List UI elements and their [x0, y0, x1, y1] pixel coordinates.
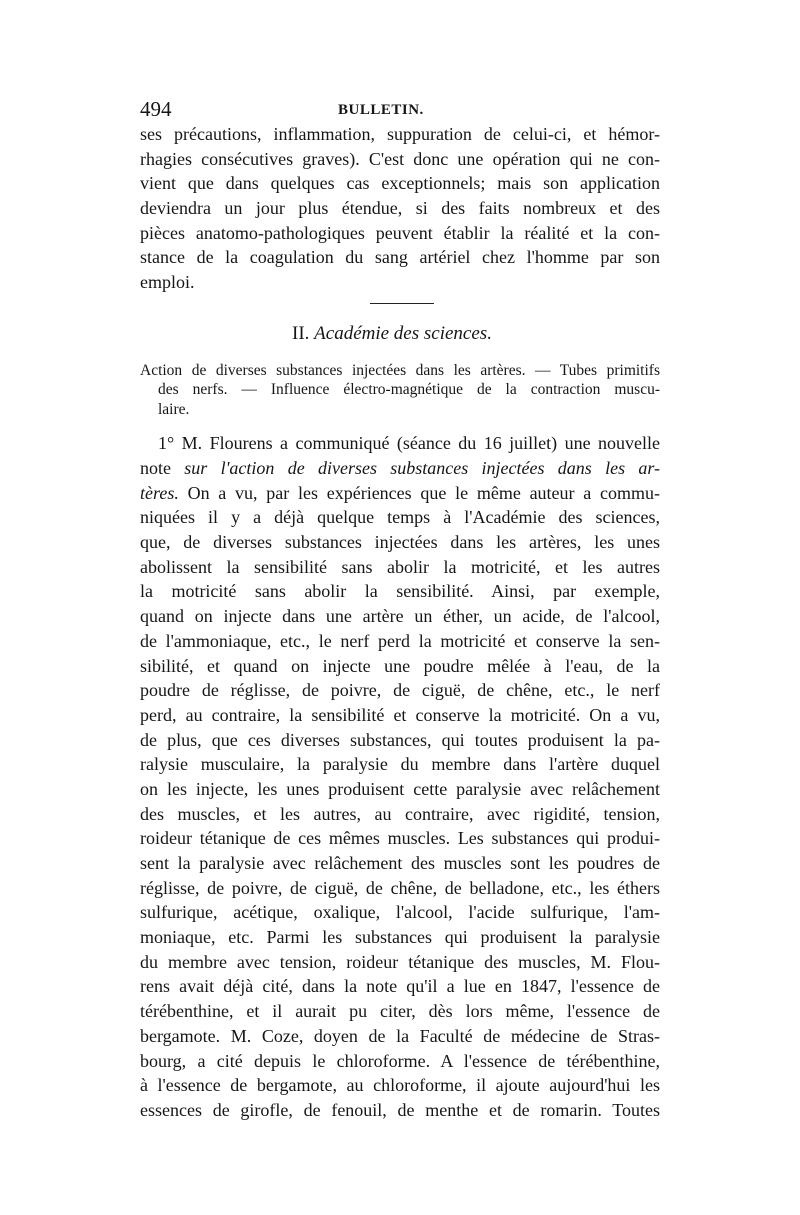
- article-title-italic: sur l'action de diverses substances injectées dans les ar-: [184, 458, 660, 478]
- text-line: que, de diverses substances injectées dans les artères, les unes: [140, 532, 660, 553]
- text-line: de plus, que ces diverses substances, qui toutes produisent la pa-: [140, 729, 660, 750]
- text-line: du membre avec tension, roideur tétanique des muscles, M. Flou-: [140, 951, 660, 972]
- text-line: rens avait déjà cité, dans la note qu'il a lue en 1847, l'essence de: [140, 976, 660, 997]
- summary-line: Action de diverses substances injectées dans les artères. — Tubes primitifs: [140, 361, 660, 379]
- text-line: rhagies consécutives graves). C'est donc une opération qui ne con-: [140, 148, 660, 169]
- text-line: bergamote. M. Coze, doyen de la Faculté de médecine de Stras-: [140, 1025, 660, 1046]
- text-line: sulfurique, acétique, oxalique, l'alcool, l'acide sulfurique, l'am-: [140, 902, 660, 923]
- page-number: 494: [140, 97, 172, 121]
- text-line: roideur tétanique de ces mêmes muscles. Les substances qui produi-: [140, 828, 660, 849]
- text-line: ses précautions, inflammation, suppuration de celui-ci, et hémor-: [140, 124, 660, 144]
- text-line: sent la paralysie avec relâchement des muscles sont les poudres de: [140, 853, 660, 873]
- text-line: quand on injecte dans une artère un éther, un acide, de l'alcool,: [140, 606, 660, 627]
- text-line: [140, 481, 660, 506]
- text-line: sibilité, et quand on injecte une poudre mêlée à l'eau, de la: [140, 655, 660, 676]
- text-line: pièces anatomo-pathologiques peuvent établir la réalité et la con-: [140, 222, 660, 243]
- text-line: térébenthine, et il aurait pu citer, dès lors même, l'essence de: [140, 1001, 660, 1022]
- section-heading: [140, 321, 660, 347]
- text-line: on les injecte, les unes produisent cette paralysie avec relâchement: [140, 778, 660, 799]
- text-line: vient que dans quelques cas exceptionnels; mais son application: [140, 173, 660, 194]
- text-line: ralysie musculaire, la paralysie du membre dans l'artère duquel: [140, 754, 660, 775]
- text-line: 1° M. Flourens a communiqué (séance du 16 juillet) une nouvelle: [158, 433, 660, 454]
- text-line: la motricité sans abolir la sensibilité. Ainsi, par exemple,: [140, 581, 660, 602]
- text-line: réglisse, de poivre, de ciguë, de chêne, de belladone, etc., les éthers: [140, 877, 660, 898]
- text-run: On a vu, par les expériences que le même auteur a commu-: [178, 482, 660, 503]
- section-divider: [370, 303, 434, 304]
- text-line: deviendra un jour plus étendue, si des faits nombreux et des: [140, 198, 660, 219]
- section-number: II.: [292, 322, 310, 344]
- book-page: [140, 96, 660, 1123]
- text-line: essences de girofle, de fenouil, de menthe et de romarin. Toutes: [140, 1099, 660, 1120]
- text-line: emploi.: [140, 272, 195, 293]
- section-title: Académie des sciences.: [314, 322, 492, 344]
- text-line: bourg, a cité depuis le chloroforme. A l'essence de térébenthine,: [140, 1050, 660, 1071]
- text-run: note: [140, 458, 185, 478]
- article-title-italic: tères.: [140, 482, 179, 503]
- text-line: [140, 456, 660, 481]
- intro-paragraph: [140, 122, 660, 295]
- text-line: des muscles, et les autres, au contraire, avec rigidité, tension,: [140, 803, 660, 824]
- summary-line: laire.: [158, 400, 190, 418]
- section-summary: [140, 361, 660, 420]
- text-line: à l'essence de bergamote, au chloroforme, il ajoute aujourd'hui les: [140, 1075, 660, 1096]
- running-head: BULLETIN.: [338, 102, 424, 118]
- text-line: de l'ammoniaque, etc., le nerf perd la motricité et conserve la sen-: [140, 630, 660, 651]
- text-line: stance de la coagulation du sang artériel chez l'homme par son: [140, 247, 660, 268]
- text-line: niquées il y a déjà quelque temps à l'Académie des sciences,: [140, 507, 660, 528]
- page-header: [140, 96, 660, 122]
- text-line: moniaque, etc. Parmi les substances qui produisent la paralysie: [140, 927, 660, 948]
- main-paragraph: [140, 431, 660, 1122]
- text-line: perd, au contraire, la sensibilité et conserve la motricité. On a vu,: [140, 704, 660, 725]
- text-line: abolissent la sensibilité sans abolir la motricité, et les autres: [140, 556, 660, 577]
- text-line: poudre de réglisse, de poivre, de ciguë, de chêne, etc., le nerf: [140, 680, 660, 701]
- summary-line: des nerfs. — Influence électro-magnétique de la contraction muscu-: [158, 381, 660, 399]
